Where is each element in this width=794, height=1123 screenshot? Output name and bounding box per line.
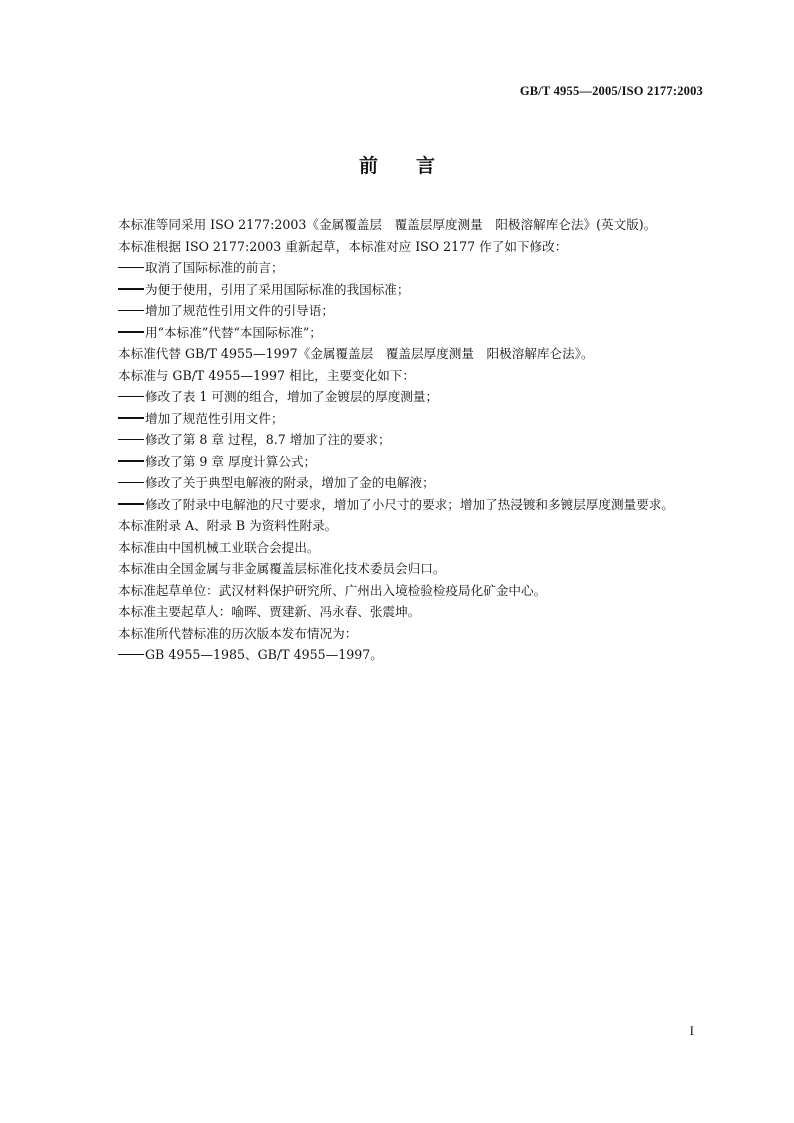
dash-item — [118, 257, 710, 279]
dash-item — [118, 494, 710, 516]
foreword-body — [118, 214, 710, 666]
em-dash-mark — [118, 439, 144, 440]
foreword-line: 本标准代替 GB/T 4955—1997《金属覆盖层 覆盖层厚度测量 阳极溶解库仑法》。 — [118, 346, 594, 361]
dash-item-text: 取消了国际标准的前言； — [145, 260, 284, 275]
dash-item — [118, 322, 710, 344]
foreword-line: 本标准主要起草人：喻晖、贾建新、冯永春、张震坤。 — [118, 604, 421, 619]
dash-item-text: 修改了附录中电解池的尺寸要求，增加了小尺寸的要求；增加了热浸镀和多镀层厚度测量要求。 — [145, 496, 674, 512]
dash-item — [118, 279, 710, 301]
em-dash-mark — [118, 417, 144, 418]
em-dash-mark — [118, 482, 144, 483]
em-dash-mark — [118, 654, 144, 655]
dash-item — [118, 644, 710, 666]
dash-item-text: 用“本标准”代替“本国际标准”； — [145, 324, 322, 340]
em-dash-mark — [118, 288, 144, 289]
em-dash-mark — [118, 267, 144, 268]
dash-item-text: 增加了规范性引用文件； — [145, 410, 284, 426]
dash-item — [118, 472, 710, 494]
page-number: I — [689, 1023, 694, 1038]
em-dash-mark — [118, 460, 144, 461]
dash-item — [118, 429, 710, 451]
dash-item — [118, 300, 710, 322]
foreword-line: 本标准由全国金属与非金属覆盖层标准化技术委员会归口。 — [118, 561, 446, 576]
foreword-line: 本标准所代替标准的历次版本发布情况为： — [118, 625, 358, 641]
foreword-line: 本标准起草单位：武汉材料保护研究所、广州出入境检验检疫局化矿金中心。 — [118, 582, 547, 598]
standard-code: GB/T 4955—2005/ISO 2177:2003 — [519, 84, 703, 98]
foreword-line: 本标准与 GB/T 4955—1997 相比，主要变化如下： — [118, 367, 415, 383]
dash-item-text: 为便于使用，引用了采用国际标准的我国标准； — [145, 281, 410, 297]
dash-item-text: 修改了第 9 章 厚度计算公式； — [145, 453, 317, 469]
dash-item-text: 增加了规范性引用文件的引导语； — [145, 303, 334, 318]
dash-item-text: 修改了第 8 章 过程，8.7 增加了注的要求； — [145, 432, 391, 447]
foreword-line: 本标准根据 ISO 2177:2003 重新起草，本标准对应 ISO 2177 作了如下修改： — [118, 238, 568, 254]
em-dash-mark — [118, 310, 144, 311]
foreword-line: 本标准附录 A、附录 B 为资料性附录。 — [118, 518, 338, 533]
dash-item — [118, 408, 710, 430]
em-dash-mark — [118, 331, 144, 332]
em-dash-mark — [118, 503, 144, 504]
foreword-line: 本标准等同采用 ISO 2177:2003《金属覆盖层 覆盖层厚度测量 阳极溶解库仑法》(英文版)。 — [118, 217, 657, 232]
page-title: 前言 — [358, 155, 473, 177]
dash-item-text: 修改了关于典型电解液的附录，增加了金的电解液； — [145, 475, 435, 490]
dash-item-text: 修改了表 1 可测的组合，增加了金镀层的厚度测量； — [145, 389, 439, 404]
dash-item — [118, 451, 710, 473]
dash-item-text: GB 4955—1985、GB/T 4955—1997。 — [145, 647, 383, 662]
em-dash-mark — [118, 396, 144, 397]
foreword-line: 本标准由中国机械工业联合会提出。 — [118, 539, 320, 555]
dash-item — [118, 386, 710, 408]
